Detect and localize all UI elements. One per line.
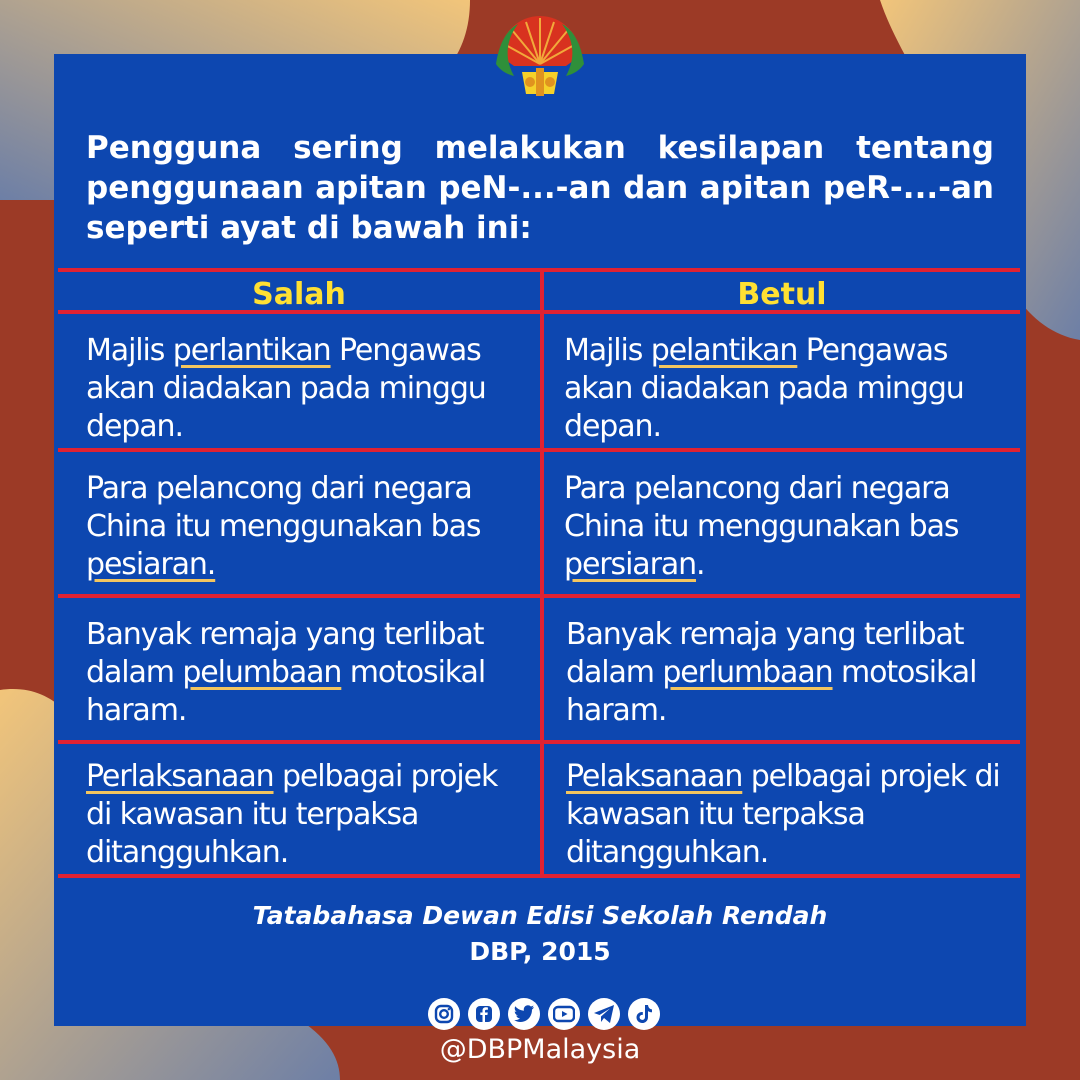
reference-title: Tatabahasa Dewan Edisi Sekolah Rendah — [252, 901, 828, 930]
cell-betul-2: Para pelancong dari negara China itu menggunakan bas persiaran. — [564, 471, 959, 582]
table-line — [58, 874, 1020, 878]
header-betul: Betul — [737, 277, 827, 312]
twitter-icon[interactable] — [508, 998, 540, 1030]
highlighted-word: persiaran — [564, 547, 697, 582]
cell-salah-1: Majlis perlantikan Pengawas akan diadakan pada minggu depan. — [86, 333, 486, 444]
table-divider — [540, 268, 544, 878]
reference — [54, 898, 1026, 970]
table-line — [58, 740, 1020, 744]
cell-salah-2: Para pelancong dari negara China itu menggunakan bas pesiaran. — [86, 471, 481, 582]
reference-publisher: DBP, 2015 — [469, 937, 611, 966]
cell-betul-4: Pelaksanaan pelbagai projek di kawasan itu terpaksa ditangguhkan. — [566, 759, 1000, 870]
youtube-icon[interactable] — [548, 998, 580, 1030]
highlighted-word: Pelaksanaan — [566, 759, 743, 794]
social-handle[interactable]: @DBPMalaysia — [439, 1034, 641, 1065]
tiktok-icon[interactable] — [628, 998, 660, 1030]
cell-salah-3: Banyak remaja yang terlibat dalam pelumbaan motosikal haram. — [86, 617, 486, 728]
facebook-icon[interactable] — [468, 998, 500, 1030]
intro-text: Pengguna sering melakukan kesilapan tentang penggunaan apitan peN-...-an dan apitan peR-...-an seperti ayat di bawah ini: — [86, 130, 994, 246]
table-line — [58, 268, 1020, 272]
highlighted-word: perlumbaan — [662, 655, 833, 690]
social-icons — [414, 998, 674, 1034]
instagram-icon[interactable] — [428, 998, 460, 1030]
telegram-icon[interactable] — [588, 998, 620, 1030]
dbp-logo — [492, 10, 588, 106]
cell-salah-4: Perlaksanaan pelbagai projek di kawasan itu terpaksa ditangguhkan. — [86, 759, 498, 870]
highlighted-word: pelumbaan — [182, 655, 342, 690]
highlighted-word: perlantikan — [172, 333, 331, 368]
table-line — [58, 448, 1020, 452]
highlighted-word: pelantikan — [650, 333, 798, 368]
table-line — [58, 594, 1020, 598]
highlighted-word: pesiaran. — [86, 547, 216, 582]
highlighted-word: Perlaksanaan — [86, 759, 274, 794]
header-salah: Salah — [252, 277, 346, 312]
cell-betul-3: Banyak remaja yang terlibat dalam perlumbaan motosikal haram. — [566, 617, 977, 728]
cell-betul-1: Majlis pelantikan Pengawas akan diadakan pada minggu depan. — [564, 333, 964, 444]
